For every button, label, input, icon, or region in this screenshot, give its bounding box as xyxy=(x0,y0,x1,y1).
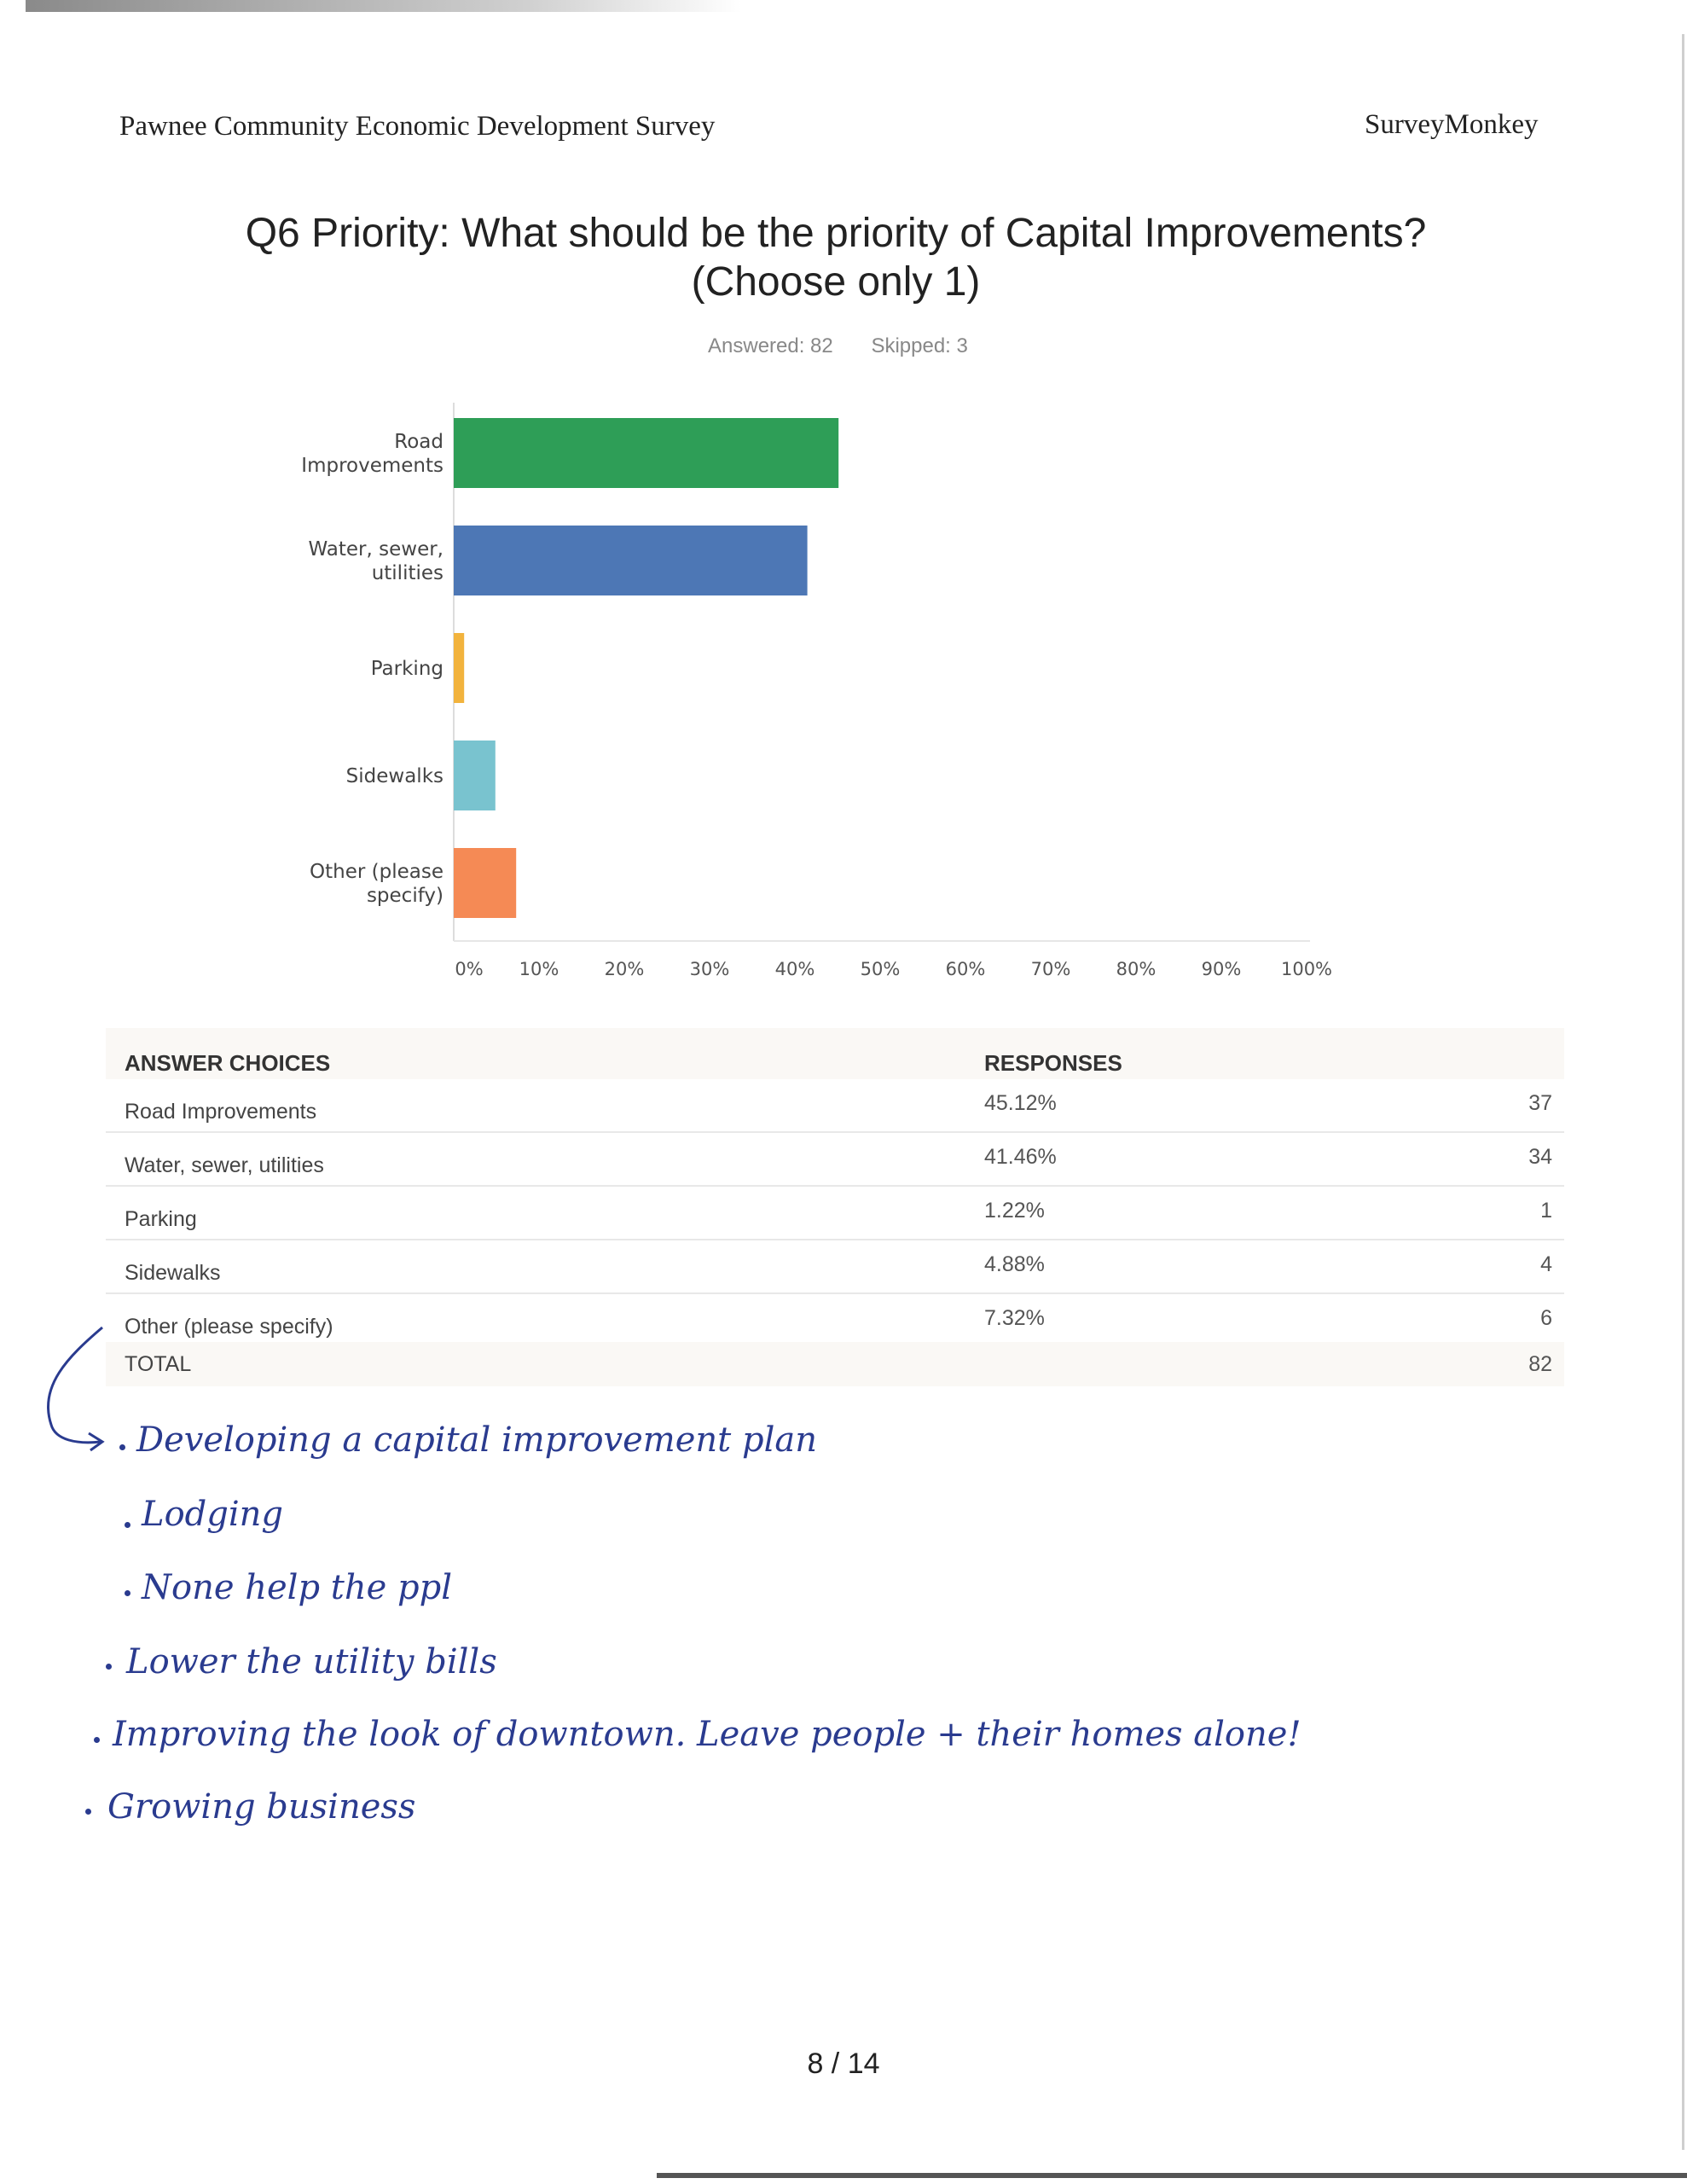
row-choice: Other (please specify) xyxy=(125,1315,333,1339)
note-bullet xyxy=(85,1809,91,1815)
note-bullet xyxy=(94,1737,100,1743)
tick-label: 40% xyxy=(774,959,815,979)
table-row xyxy=(106,1294,1564,1342)
handwritten-note: Lower the utility bills xyxy=(126,1642,497,1682)
category-label: Improvements xyxy=(301,455,443,477)
category-label: Water, sewer, xyxy=(308,538,443,561)
bar xyxy=(454,741,496,810)
table-total-row xyxy=(106,1342,1564,1386)
tick-label: 50% xyxy=(860,959,901,979)
tick-label: 30% xyxy=(689,959,730,979)
table-row xyxy=(106,1240,1564,1294)
skipped-count: Skipped: 3 xyxy=(871,334,968,357)
category-label: Road xyxy=(394,431,443,453)
survey-title: Pawnee Community Economic Development Survey xyxy=(119,111,716,142)
row-percent: 41.46% xyxy=(984,1145,1057,1169)
page-number: 8 / 14 xyxy=(807,2048,880,2080)
tick-label: 10% xyxy=(519,959,559,979)
bar xyxy=(454,526,808,595)
note-bullet xyxy=(125,1522,130,1528)
handwritten-bracket-arrow xyxy=(34,1305,119,1459)
handwritten-note: None help the ppl xyxy=(142,1568,453,1607)
row-percent: 7.32% xyxy=(984,1306,1045,1330)
col-responses: RESPONSES xyxy=(984,1050,1122,1076)
table-row xyxy=(106,1079,1564,1133)
bar xyxy=(454,848,516,918)
handwritten-note: Developing a capital improvement plan xyxy=(136,1420,817,1460)
question-title-line1: Q6 Priority: What should be the priority of Capital Improvements? xyxy=(245,211,1427,256)
row-percent: 4.88% xyxy=(984,1252,1045,1276)
category-label: Other (please xyxy=(310,861,443,883)
tick-label: 90% xyxy=(1201,959,1242,979)
tick-label: 0% xyxy=(455,959,484,979)
table-row xyxy=(106,1133,1564,1187)
bar xyxy=(454,418,838,488)
row-count: 34 xyxy=(1528,1145,1552,1169)
handwritten-note: Lodging xyxy=(142,1495,284,1534)
row-percent: 45.12% xyxy=(984,1091,1057,1115)
total-count: 82 xyxy=(1528,1352,1552,1376)
row-choice: Sidewalks xyxy=(125,1261,221,1285)
handwritten-note: Growing business xyxy=(107,1787,416,1827)
bar xyxy=(454,633,464,703)
note-bullet xyxy=(125,1590,130,1596)
tick-label: 70% xyxy=(1030,959,1071,979)
question-title-line2: (Choose only 1) xyxy=(691,259,981,305)
row-count: 4 xyxy=(1540,1252,1552,1276)
answered-count: Answered: 82 xyxy=(708,334,833,357)
row-choice: Road Improvements xyxy=(125,1100,317,1124)
table-row xyxy=(106,1187,1564,1240)
category-label: Sidewalks xyxy=(345,765,443,787)
responses-table xyxy=(106,1028,1564,1386)
table-header xyxy=(106,1028,1564,1079)
tick-label: 60% xyxy=(945,959,986,979)
scan-edge-bottom xyxy=(657,2173,1687,2178)
tick-label: 100% xyxy=(1280,959,1333,979)
bar-chart xyxy=(0,0,1687,1007)
category-label: utilities xyxy=(371,562,443,584)
total-label: TOTAL xyxy=(125,1352,192,1376)
tick-label: 80% xyxy=(1116,959,1157,979)
category-label: Parking xyxy=(370,658,443,680)
row-percent: 1.22% xyxy=(984,1199,1045,1223)
brand-name: SurveyMonkey xyxy=(1365,109,1539,140)
tick-label: 20% xyxy=(604,959,645,979)
row-count: 6 xyxy=(1540,1306,1552,1330)
row-choice: Water, sewer, utilities xyxy=(125,1153,324,1177)
row-choice: Parking xyxy=(125,1207,197,1231)
row-count: 1 xyxy=(1540,1199,1552,1223)
note-bullet xyxy=(106,1664,112,1670)
handwritten-note: Improving the look of downtown. Leave people + their homes alone! xyxy=(113,1715,1301,1754)
category-label: specify) xyxy=(366,885,443,907)
note-bullet xyxy=(119,1444,125,1450)
col-answer-choices: ANSWER CHOICES xyxy=(125,1050,331,1076)
row-count: 37 xyxy=(1528,1091,1552,1115)
